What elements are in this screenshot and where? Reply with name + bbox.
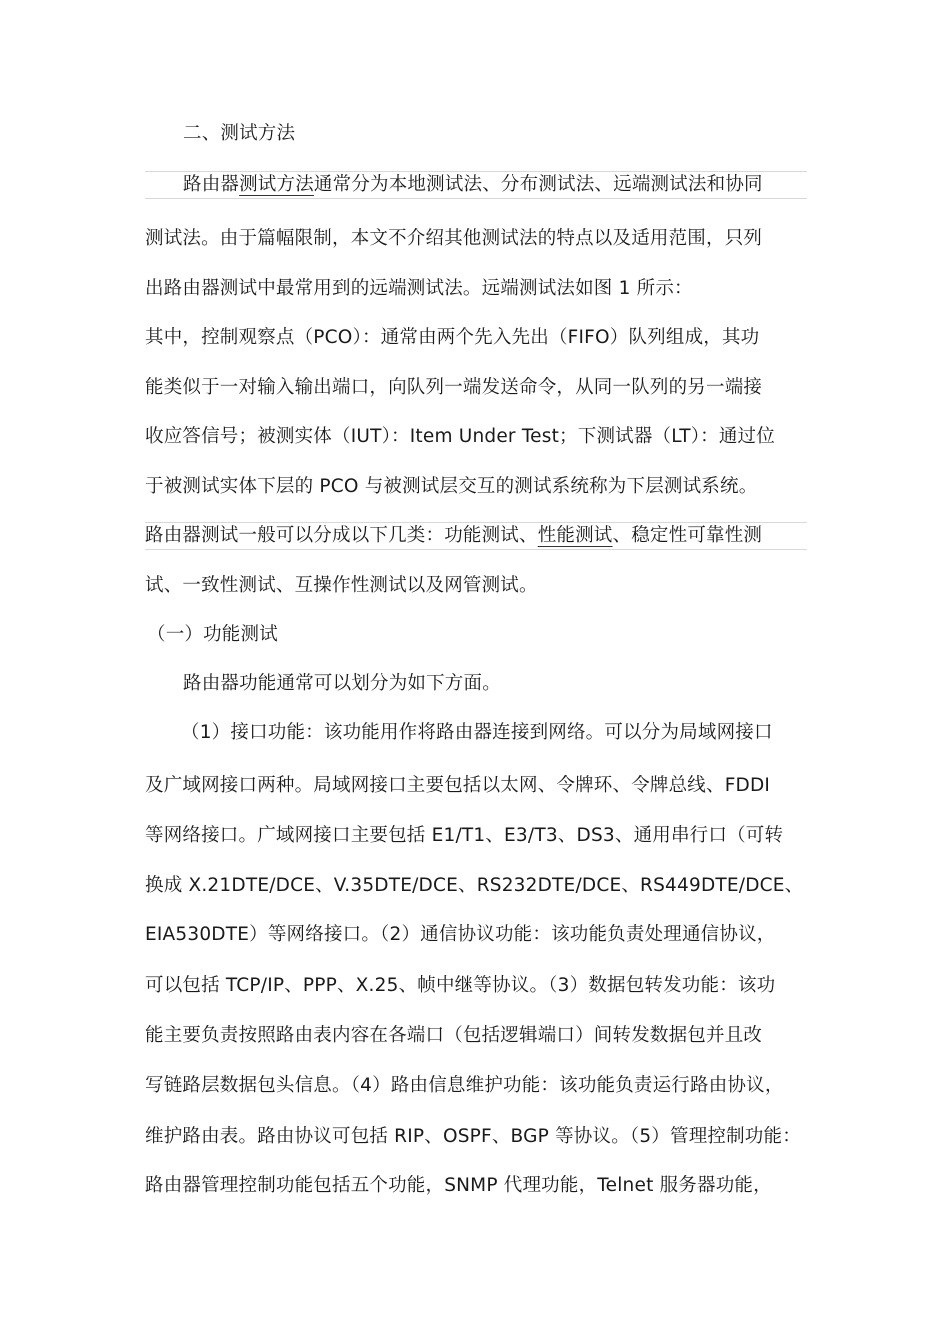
paragraph-line: 能类似于一对输入输出端口，向队列一端发送命令，从同一队列的另一端接 [145, 377, 763, 398]
paragraph-line: 于被测试实体下层的 PCO 与被测试层交互的测试系统称为下层测试系统。 [145, 476, 758, 497]
paragraph-line [145, 522, 807, 550]
text-span: 路由器测试一般可以分成以下几类：功能测试、 [145, 525, 538, 546]
paragraph-line: 写链路层数据包头信息。（4）路由信息维护功能：该功能负责运行路由协议， [145, 1075, 784, 1096]
paragraph-line [145, 171, 807, 199]
paragraph-line: 及广域网接口两种。局域网接口主要包括以太网、令牌环、令牌总线、FDDI [145, 775, 771, 796]
paragraph-line: 能主要负责按照路由表内容在各端口（包括逻辑端口）间转发数据包并且改 [145, 1025, 763, 1046]
paragraph-line: EIA530DTE）等网络接口。（2）通信协议功能：该功能负责处理通信协议， [145, 924, 776, 945]
paragraph-line: 路由器功能通常可以划分为如下方面。 [183, 673, 501, 694]
paragraph-line: （1）接口功能：该功能用作将路由器连接到网络。可以分为局域网接口 [181, 722, 773, 743]
paragraph-line: 路由器管理控制功能包括五个功能，SNMP 代理功能，Telnet 服务器功能， [145, 1175, 772, 1196]
text-span: 通常分为本地测试法、分布测试法、远端测试法和协同 [313, 174, 763, 195]
paragraph-line: 维护路由表。路由协议可包括 RIP、OSPF、BGP 等协议。（5）管理控制功能： [145, 1126, 801, 1147]
underlined-term: 测试方法 [239, 174, 314, 195]
underlined-term: 性能测试 [537, 525, 613, 546]
paragraph-line: 出路由器测试中最常用到的远端测试法。远端测试法如图 1 所示： [145, 278, 693, 299]
subsection-heading: （一）功能测试 [147, 624, 278, 645]
paragraph-line: 测试法。由于篇幅限制，本文不介绍其他测试法的特点以及适用范围，只列 [145, 228, 763, 249]
paragraph-line: 等网络接口。广域网接口主要包括 E1/T1、E3/T3、DS3、通用串行口（可转 [145, 825, 784, 846]
text-span: 、稳定性可靠性测 [612, 525, 763, 546]
paragraph-line: 换成 X.21DTE/DCE、V.35DTE/DCE、RS232DTE/DCE、RS449DTE/DCE、 [145, 875, 804, 896]
text-span: 路由器 [183, 174, 240, 195]
paragraph-line: 收应答信号；被测实体（IUT）：Item Under Test；下测试器（LT）：通过位 [145, 426, 775, 447]
section-heading: 二、测试方法 [183, 123, 296, 144]
paragraph-line: 其中，控制观察点（PCO）：通常由两个先入先出（FIFO）队列组成，其功 [145, 327, 760, 348]
paragraph-line: 试、一致性测试、互操作性测试以及网管测试。 [145, 575, 538, 596]
paragraph-line: 可以包括 TCP/IP、PPP、X.25、帧中继等协议。（3）数据包转发功能：该功 [145, 975, 776, 996]
